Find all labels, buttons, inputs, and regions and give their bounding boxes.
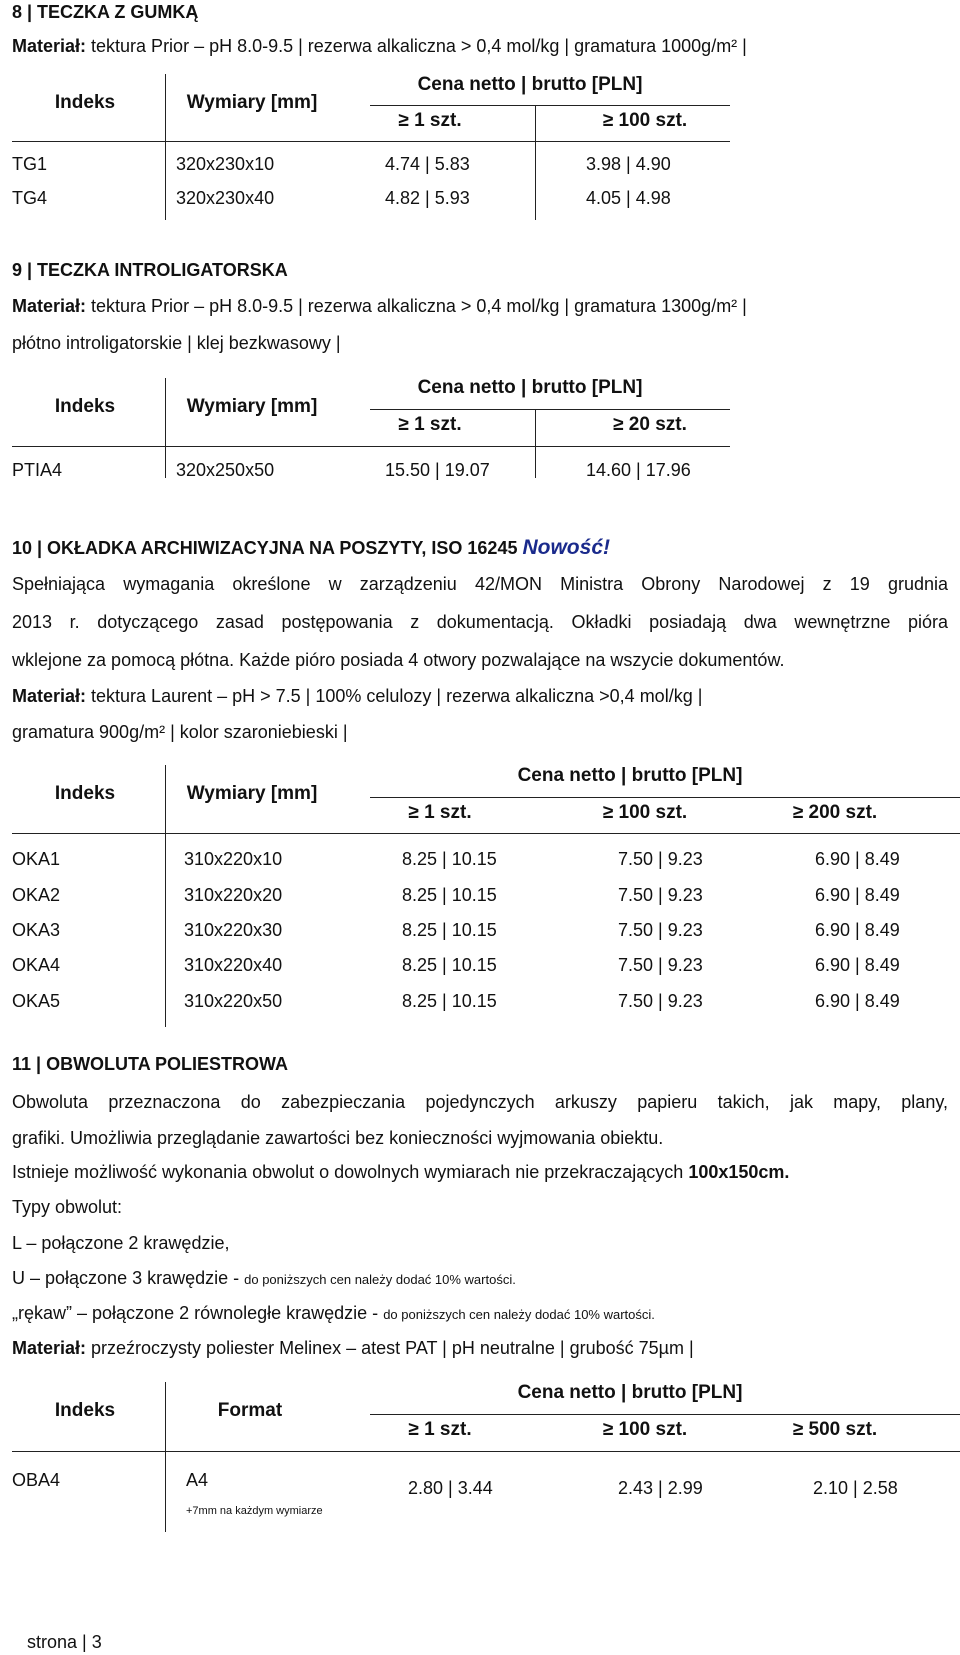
header-qty-1: ≥ 1 szt. [398,110,462,131]
header-dimensions: Wymiary [mm] [186,92,318,113]
cell-price-100: 7.50 | 9.23 [618,885,703,905]
header-qty-500: ≥ 500 szt. [792,1419,878,1440]
types-label: Typy obwolut: [12,1197,123,1217]
cell-price-100: 7.50 | 9.23 [618,849,703,869]
cell-index: OKA1 [12,849,61,869]
cell-price-20: 14.60 | 17.96 [586,460,691,480]
header-rule [12,1451,960,1452]
section-9-material-2: płótno introligatorskie | klej bezkwasowy | [12,333,341,353]
cell-price-200: 6.90 | 8.49 [815,920,900,940]
desc-text: Istnieje możliwość wykonania obwolut o dowolnych wymiarach nie przekraczających [12,1162,689,1182]
type-u-text: U – połączone 3 krawędzie - [12,1268,245,1288]
cell-price-1: 8.25 | 10.15 [402,885,497,905]
header-index: Indeks [54,92,116,113]
header-qty-100: ≥ 100 szt. [602,1419,688,1440]
header-index: Indeks [54,1400,116,1421]
column-divider [165,74,166,220]
header-qty-1: ≥ 1 szt. [408,1419,472,1440]
cell-dimensions: 320x250x50 [176,460,275,480]
type-sleeve-text: „rękaw” – połączone 2 równoległe krawędzie - [12,1303,384,1323]
material-label: Materiał: [12,686,87,706]
cell-dimensions: 310x220x50 [184,991,283,1011]
section-11-title: 11 | OBWOLUTA POLIESTROWA [12,1054,289,1074]
cell-dimensions: 320x230x40 [176,188,275,208]
material-text: przeźroczysty poliester Melinex – atest PAT | pH neutralne | grubość 75µm | [86,1338,694,1358]
cell-price-500: 2.10 | 2.58 [813,1478,898,1498]
cell-format-note: +7mm na każdym wymiarze [186,1505,323,1517]
header-price: Cena netto | brutto [PLN] [417,74,643,95]
header-rule [370,105,730,106]
cell-index: OKA5 [12,991,61,1011]
cell-index: OBA4 [12,1470,61,1490]
material-label: Materiał: [12,1338,87,1358]
section-title-text: 10 | OKŁADKA ARCHIWIZACYJNA NA POSZYTY, ISO 16245 [12,538,518,558]
header-index: Indeks [54,783,116,804]
cell-format: A4 [186,1470,209,1490]
header-qty-20: ≥ 20 szt. [613,414,687,435]
type-sleeve [12,1303,655,1324]
header-format: Format [217,1400,283,1421]
section-10-material-2: gramatura 900g/m² | kolor szaroniebieski | [12,722,348,742]
header-rule [370,797,960,798]
header-rule [12,833,960,834]
cell-dimensions: 310x220x40 [184,955,283,975]
header-qty-200: ≥ 200 szt. [792,802,878,823]
cell-price-1: 8.25 | 10.15 [402,920,497,940]
header-rule [370,409,730,410]
material-text: tektura Laurent – pH > 7.5 | 100% celulozy | rezerwa alkaliczna >0,4 mol/kg | [86,686,703,706]
header-price: Cena netto | brutto [PLN] [517,765,743,786]
cell-price-1: 15.50 | 19.07 [385,460,490,480]
section-8-material [12,36,747,57]
type-l: L – połączone 2 krawędzie, [12,1233,230,1253]
column-divider [535,410,536,478]
header-price: Cena netto | brutto [PLN] [417,377,643,398]
material-label: Materiał: [12,36,87,56]
header-dimensions: Wymiary [mm] [186,783,318,804]
header-rule [370,1414,960,1415]
cell-price-1: 4.74 | 5.83 [385,154,470,174]
type-u-note: do poniższych cen należy dodać 10% wartości. [244,1272,516,1287]
cell-dimensions: 310x220x10 [184,849,283,869]
section-11-desc-3 [12,1162,789,1183]
cell-price-200: 6.90 | 8.49 [815,849,900,869]
cell-price-1: 2.80 | 3.44 [408,1478,493,1498]
cell-price-200: 6.90 | 8.49 [815,991,900,1011]
cell-price-1: 8.25 | 10.15 [402,849,497,869]
header-rule [12,446,730,447]
section-11-desc-2: grafiki. Umożliwia przeglądanie zawartości bez konieczności wyjmowania obiektu. [12,1128,664,1148]
material-text: tektura Prior – pH 8.0-9.5 | rezerwa alkaliczna > 0,4 mol/kg | gramatura 1300g/m² | [86,296,747,316]
column-divider [165,378,166,478]
section-9-title: 9 | TECZKA INTROLIGATORSKA [12,260,288,280]
material-text: tektura Prior – pH 8.0-9.5 | rezerwa alkaliczna > 0,4 mol/kg | gramatura 1000g/m² | [86,36,747,56]
section-10-desc-3: wklejone za pomocą płótna. Każde pióro posiada 4 otwory pozwalające na wszycie dokumentów. [12,650,785,670]
cell-dimensions: 310x220x30 [184,920,283,940]
section-11-desc-1: Obwoluta przeznaczona do zabezpieczania pojedynczych arkuszy papieru takich, jak mapy, plany, [12,1092,948,1112]
cell-index: OKA4 [12,955,61,975]
section-9-material [12,296,747,317]
column-divider [165,765,166,1027]
cell-price-100: 3.98 | 4.90 [586,154,671,174]
page-number: strona | 3 [27,1632,102,1652]
cell-price-1: 4.82 | 5.93 [385,188,470,208]
header-qty-1: ≥ 1 szt. [408,802,472,823]
cell-dimensions: 320x230x10 [176,154,275,174]
cell-price-200: 6.90 | 8.49 [815,885,900,905]
cell-price-200: 6.90 | 8.49 [815,955,900,975]
cell-price-100: 7.50 | 9.23 [618,955,703,975]
cell-price-100: 2.43 | 2.99 [618,1478,703,1498]
cell-dimensions: 310x220x20 [184,885,283,905]
cell-index: OKA3 [12,920,61,940]
section-8-title: 8 | TECZKA Z GUMKĄ [12,2,199,22]
column-divider [165,1382,166,1532]
cell-price-1: 8.25 | 10.15 [402,955,497,975]
max-size: 100x150cm. [688,1162,790,1182]
new-badge: Nowość! [522,536,610,559]
section-10-desc-1: Spełniająca wymagania określone w zarządzeniu 42/MON Ministra Obrony Narodowej z 19 grudnia [12,574,948,594]
section-10-desc-2: 2013 r. dotyczącego zasad postępowania z dokumentacją. Okładki posiadają dwa wewnętrzne pióra [12,612,948,632]
header-rule [12,141,730,142]
header-qty-100: ≥ 100 szt. [602,802,688,823]
material-label: Materiał: [12,296,87,316]
header-qty-1: ≥ 1 szt. [398,414,462,435]
type-u [12,1268,516,1289]
section-10-title [12,536,610,560]
cell-price-100: 7.50 | 9.23 [618,920,703,940]
header-dimensions: Wymiary [mm] [186,396,318,417]
section-10-material [12,686,702,707]
cell-price-100: 7.50 | 9.23 [618,991,703,1011]
cell-index: OKA2 [12,885,61,905]
cell-index: TG4 [12,188,48,208]
cell-price-100: 4.05 | 4.98 [586,188,671,208]
cell-index: PTIA4 [12,460,63,480]
header-index: Indeks [54,396,116,417]
cell-index: TG1 [12,154,48,174]
header-qty-100: ≥ 100 szt. [602,110,688,131]
column-divider [535,106,536,220]
cell-price-1: 8.25 | 10.15 [402,991,497,1011]
section-11-material [12,1338,694,1359]
header-price: Cena netto | brutto [PLN] [517,1382,743,1403]
type-sleeve-note: do poniższych cen należy dodać 10% wartości. [383,1307,655,1322]
